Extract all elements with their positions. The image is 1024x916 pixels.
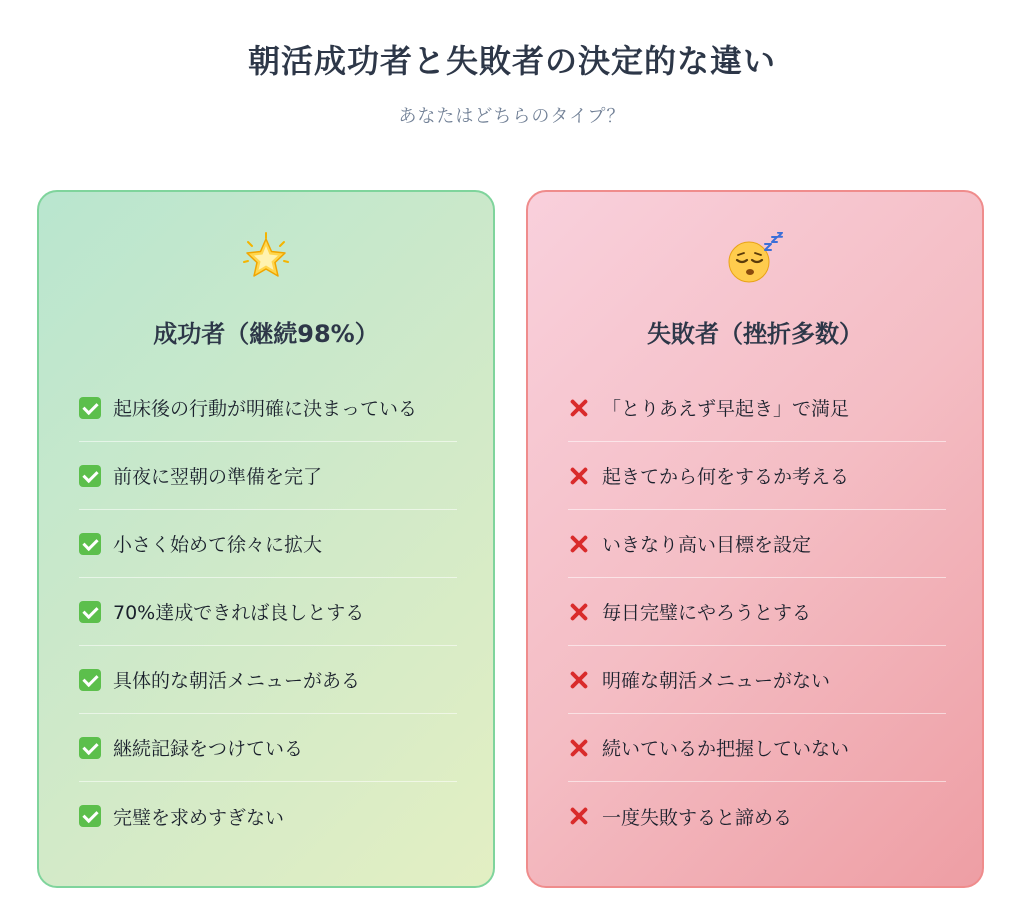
list-item [79,782,457,850]
cross-icon [568,805,590,827]
check-icon [79,805,101,827]
sleeping-face-icon [528,232,982,284]
list-item [79,442,457,510]
cross-icon [568,533,590,555]
cross-icon [568,465,590,487]
check-icon [79,533,101,555]
list-item-text: 「とりあえず早起き」で満足 [602,398,850,420]
list-item-text: 起きてから何をするか考える [602,466,850,488]
list-item-text: 小さく始めて徐々に拡大 [113,534,323,556]
cross-icon [568,669,590,691]
fail-card-title: 失敗者（挫折多数） [647,320,863,348]
list-item [79,510,457,578]
list-item [568,714,946,782]
fail-list [568,374,946,850]
success-card [37,190,495,888]
list-item-text: 明確な朝活メニューがない [602,670,831,692]
success-card-title: 成功者（継続98%） [153,320,379,348]
list-item [79,646,457,714]
list-item-text: 起床後の行動が明確に決まっている [113,398,418,420]
check-icon [79,737,101,759]
glowing-star-icon [39,232,493,284]
list-item [79,714,457,782]
list-item-text: 継続記録をつけている [113,738,304,760]
cross-icon [568,397,590,419]
success-list [79,374,457,850]
list-item [568,442,946,510]
list-item-text: 続いているか把握していない [602,738,850,760]
check-icon [79,669,101,691]
list-item-text: 完璧を求めすぎない [113,806,285,829]
list-item-text: 前夜に翌朝の準備を完了 [113,466,323,488]
list-item-text: 具体的な朝活メニューがある [113,670,361,692]
cross-icon [568,601,590,623]
check-icon [79,465,101,487]
fail-card [526,190,984,888]
list-item [79,578,457,646]
list-item-text: 70%達成できれば良しとする [113,602,365,624]
list-item-text: いきなり高い目標を設定 [602,534,812,556]
cross-icon [568,737,590,759]
list-item [568,782,946,850]
list-item [568,578,946,646]
check-icon [79,601,101,623]
page-title: 朝活成功者と失敗者の決定的な違い [247,42,776,80]
list-item [568,510,946,578]
list-item [79,374,457,442]
list-item [568,374,946,442]
page-subtitle: あなたはどちらのタイプ？ [398,106,626,127]
list-item [568,646,946,714]
check-icon [79,397,101,419]
list-item-text: 毎日完璧にやろうとする [602,602,812,624]
list-item-text: 一度失敗すると諦める [602,806,793,829]
